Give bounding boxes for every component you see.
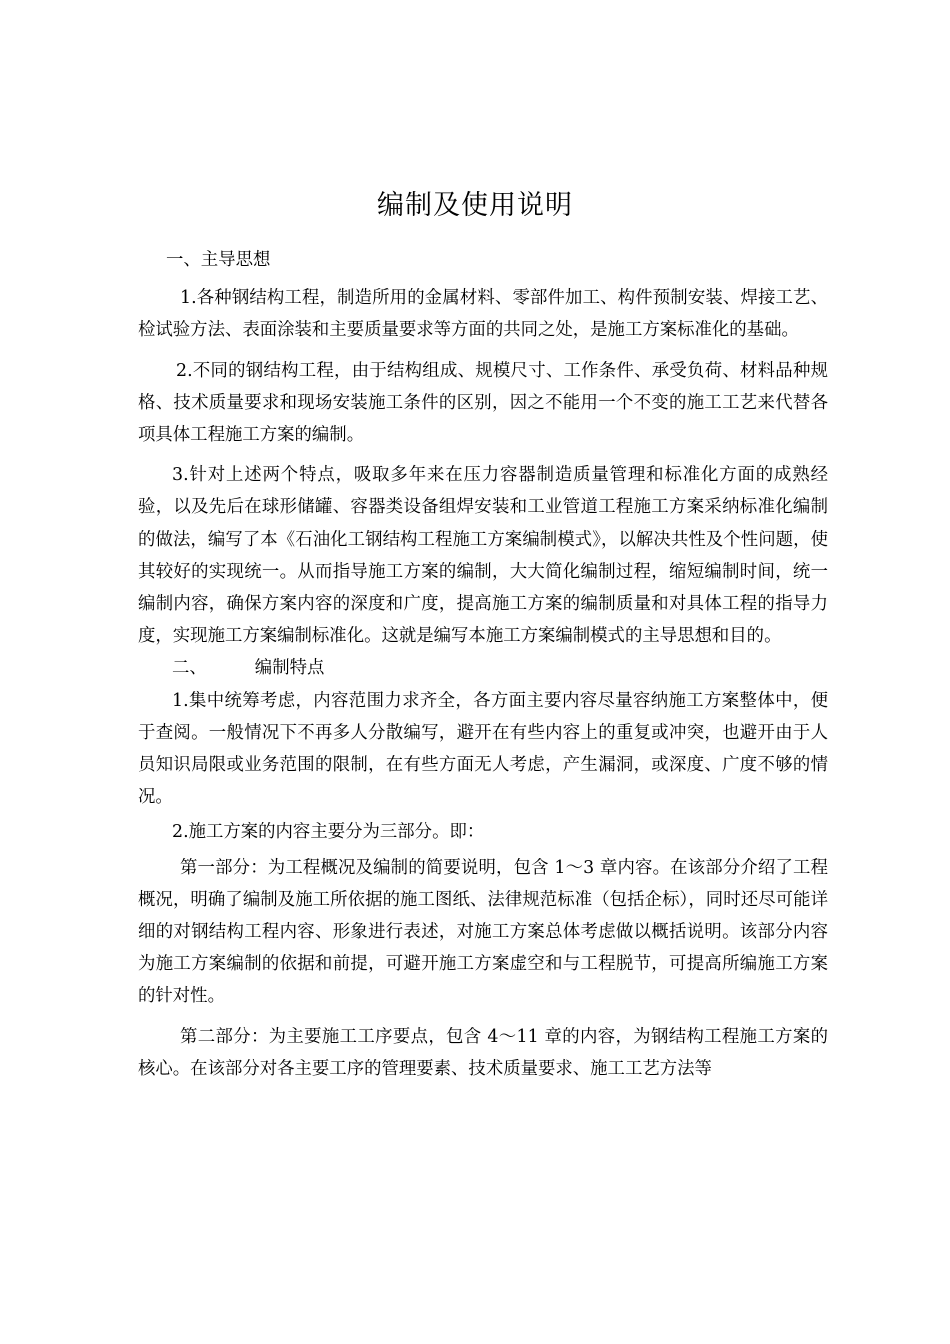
paragraph: 2.不同的钢结构工程，由于结构组成、规模尺寸、工作条件、承受负荷、材料品种规格、技术质量要求和现场安装施工条件的区别，因之不能用一个不变的施工工艺来代替各项具体工程施工方案的编制。	[138, 360, 828, 446]
document-title: 编制及使用说明	[377, 190, 573, 221]
paragraph: 第二部分：为主要施工工序要点，包含 4～11 章的内容，为钢结构工程施工方案的核心。在该部分对各主要工序的管理要素、技术质量要求、施工工艺方法等	[138, 1026, 828, 1079]
section-heading-guiding-idea: 一、主导思想	[166, 250, 271, 270]
paragraph: 第一部分：为工程概况及编制的简要说明，包含 1～3 章内容。在该部分介绍了工程概况，明确了编制及施工所依据的施工图纸、法律规范标准（包括企标），同时还尽可能详细的对钢结构工程内容、形象进行表述，对施工方案总体考虑做以概括说明。该部分内容为施工方案编制的依据和前提，可避开施工方案虚空和与工程脱节，可提高所编施工方案的针对性。	[138, 857, 828, 1007]
paragraph: 1.各种钢结构工程，制造所用的金属材料、零部件加工、构件预制安装、焊接工艺、检试验方法、表面涂装和主要质量要求等方面的共同之处，是施工方案标准化的基础。	[138, 288, 828, 341]
document-body	[138, 244, 828, 1085]
paragraph: 1.集中统筹考虑，内容范围力求齐全，各方面主要内容尽量容纳施工方案整体中，便于查阅。一般情况下不再多人分散编写，避开在有些内容上的重复或冲突，也避开由于人员知识局限或业务范围的限制，在有些方面无人考虑，产生漏洞，或深度、广度不够的情况。	[138, 690, 828, 808]
section-heading-text: 编制特点	[254, 658, 325, 679]
paragraph: 2.施工方案的内容主要分为三部分。即：	[172, 822, 485, 843]
section-heading-features	[138, 652, 828, 684]
section-heading-number: 二、	[172, 658, 207, 679]
paragraph: 3.针对上述两个特点，吸取多年来在压力容器制造质量管理和标准化方面的成熟经验，以及先后在球形储罐、容器类设备组焊安装和工业管道工程施工方案采纳标准化编制的做法，编写了本《石油化工钢结构工程施工方案编制模式》，以解决共性及个性问题，使其较好的实现统一。从而指导施工方案的编制，大大简化编制过程，缩短编制时间，统一编制内容，确保方案内容的深度和广度，提高施工方案的编制质量和对具体工程的指导力度，实现施工方案编制标准化。这就是编写本施工方案编制模式的主导思想和目的。	[138, 465, 828, 647]
